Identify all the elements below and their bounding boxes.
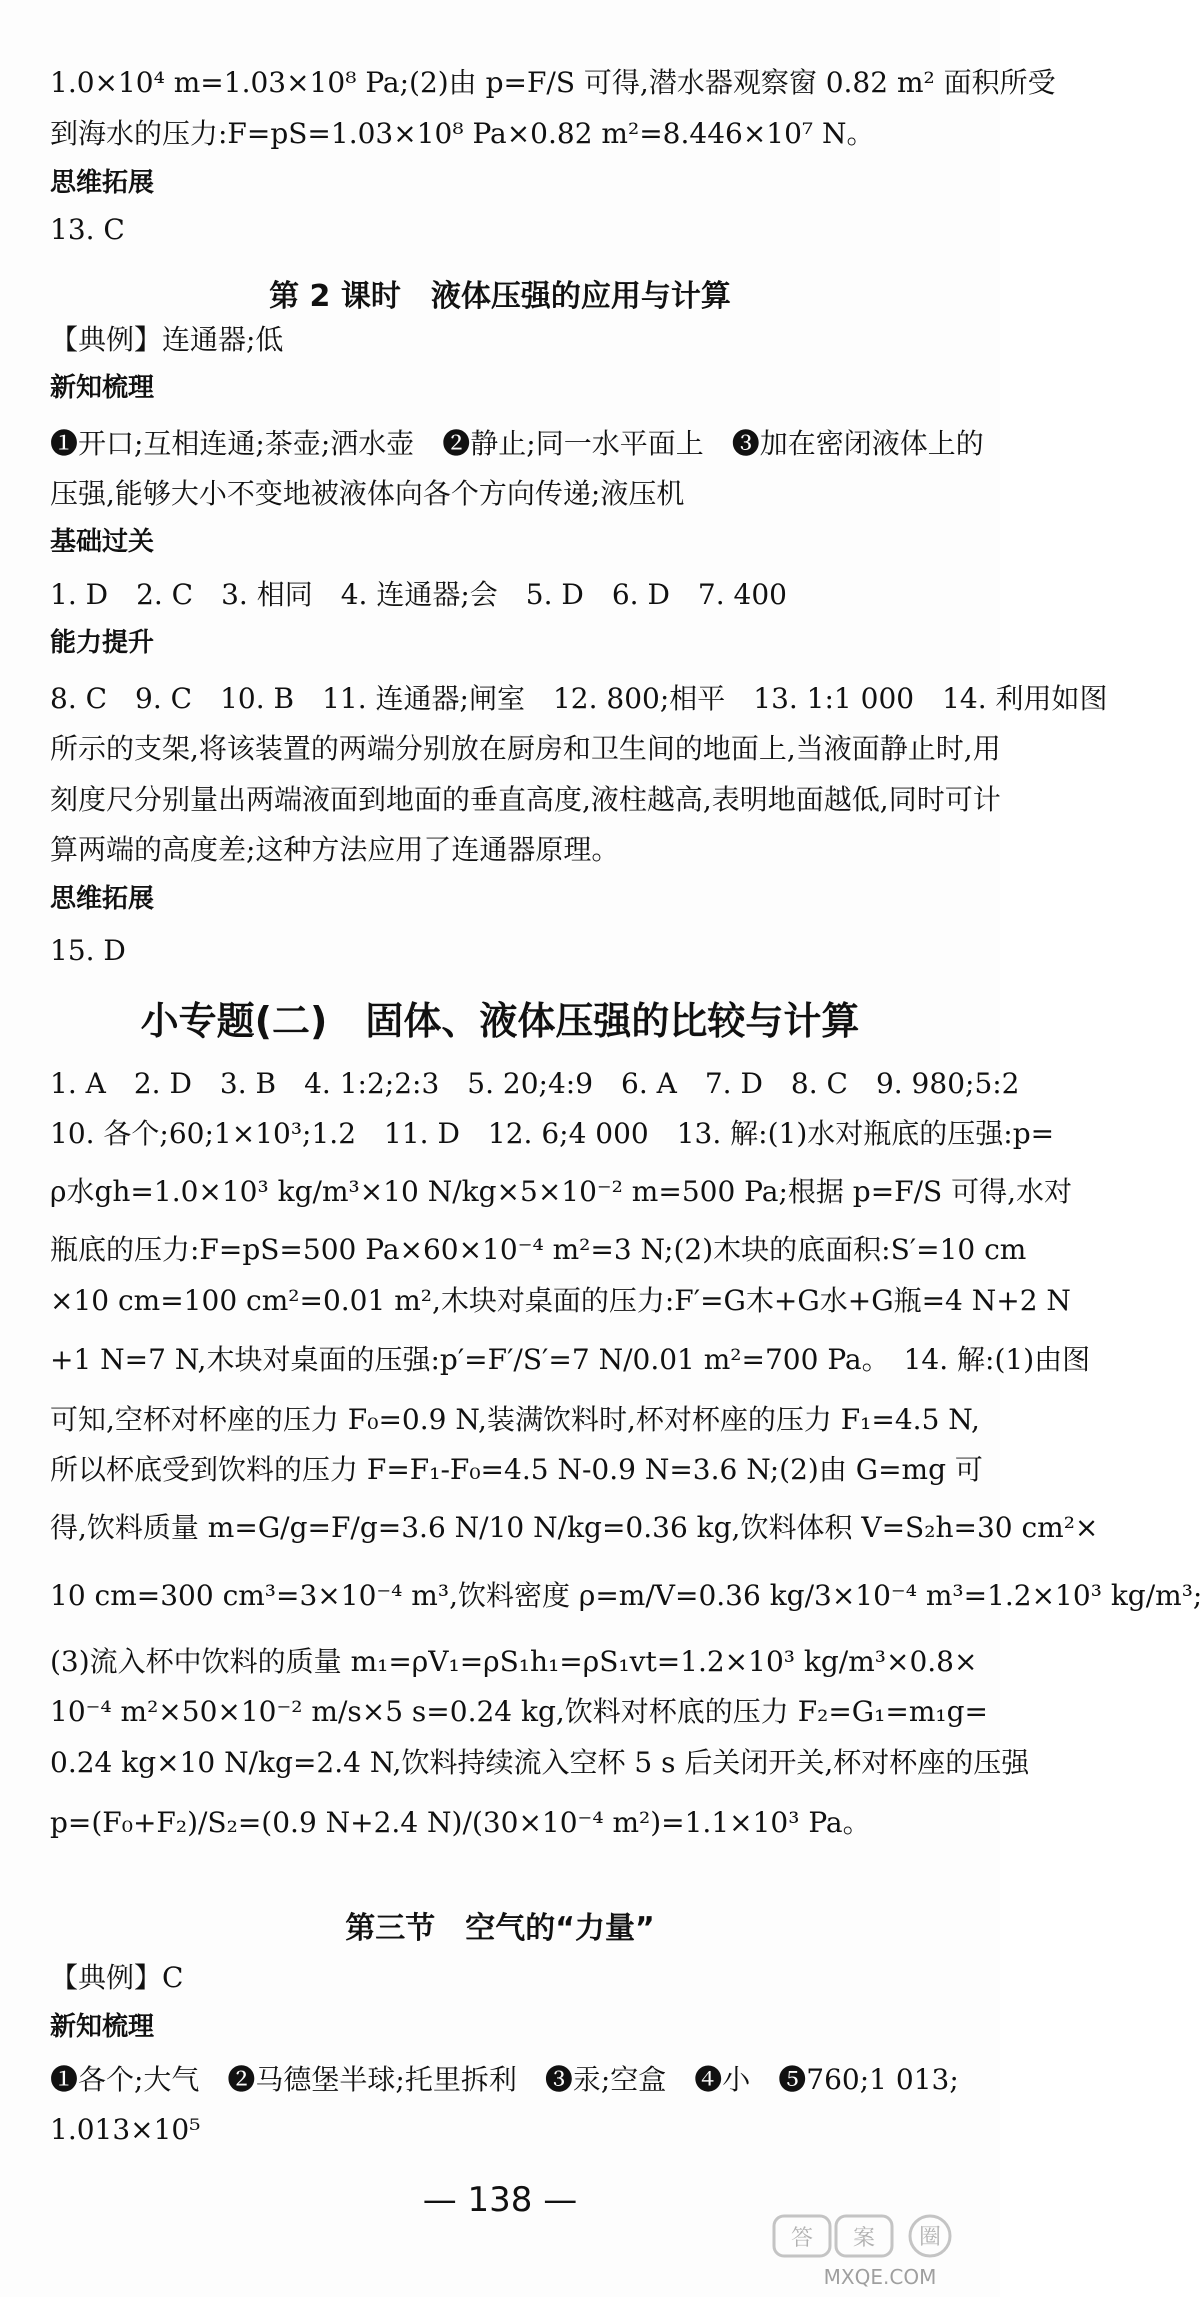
answer-line: ❶开口;互相连通;茶壶;洒水壶 ❷静止;同一水平面上 ❸加在密闭液体上的 — [50, 427, 984, 460]
answer-line: 所以杯底受到饮料的压力 F=F₁-F₀=4.5 N-0.9 N=3.6 N;(2)由 G=mg 可 — [50, 1453, 983, 1486]
answer-line: 0.24 kg×10 N/kg=2.4 N,饮料持续流入空杯 5 s 后关闭开关,杯对杯座的压强 — [50, 1746, 1030, 1779]
section-heading-jichu: 基础过关 — [50, 527, 155, 557]
answer-line: 1. D 2. C 3. 相同 4. 连通器;会 5. D 6. D 7. 400 — [50, 578, 787, 611]
watermark-logo — [770, 2212, 990, 2290]
answer-line: 可知,空杯对杯座的压力 F₀=0.9 N,装满饮料时,杯对杯座的压力 F₁=4.5 N, — [50, 1403, 980, 1436]
answer-line: 得,饮料质量 m=G/g=F/g=3.6 N/10 N/kg=0.36 kg,饮料体积 V=S₂h=30 cm²× — [50, 1511, 1099, 1544]
answer-line: 10⁻⁴ m²×50×10⁻² m/s×5 s=0.24 kg,饮料对杯底的压力 F₂=G₁=m₁g= — [50, 1695, 989, 1728]
answer-line: 压强,能够大小不变地被液体向各个方向传递;液压机 — [50, 477, 685, 510]
answer-line: ❶各个;大气 ❷马德堡半球;托里拆利 ❸汞;空盒 ❹小 ❺760;1 013; — [50, 2063, 959, 2096]
answer-line: (3)流入杯中饮料的质量 m₁=ρV₁=ρS₁h₁=ρS₁vt=1.2×10³ kg/m³×0.8× — [50, 1645, 978, 1678]
answer-line: 所示的支架,将该装置的两端分别放在厨房和卫生间的地面上,当液面静止时,用 — [50, 732, 1001, 765]
svg-text:MXQE.COM: MXQE.COM — [823, 2265, 937, 2289]
answer-line: 瓶底的压力:F=pS=500 Pa×60×10⁻⁴ m²=3 N;(2)木块的底面积:S′=10 cm — [50, 1233, 1027, 1266]
example-answer: 【典例】C — [50, 1961, 184, 1994]
answer-line: 算两端的高度差;这种方法应用了连通器原理。 — [50, 833, 620, 866]
example-answer: 【典例】连通器;低 — [50, 323, 284, 356]
lesson-title: 第 2 课时 液体压强的应用与计算 — [269, 279, 731, 314]
answer-line: 13. C — [50, 213, 125, 246]
answer-line: ×10 cm=100 cm²=0.01 m²,木块对桌面的压力:F′=G木+G水+G瓶=4 N+2 N — [50, 1284, 1071, 1317]
answer-line: 1.0×10⁴ m=1.03×10⁸ Pa;(2)由 p=F/S 可得,潜水器观察窗 0.82 m² 面积所受 — [50, 66, 1056, 99]
svg-text:答: 答 — [790, 2226, 814, 2251]
section-heading-siwei: 思维拓展 — [50, 168, 155, 198]
answer-line: 8. C 9. C 10. B 11. 连通器;闸室 12. 800;相平 13. 1:1 000 14. 利用如图 — [50, 682, 1108, 715]
answer-line: 10. 各个;60;1×10³;1.2 11. D 12. 6;4 000 13. 解:(1)水对瓶底的压强:p= — [50, 1117, 1055, 1150]
section-heading-siwei: 思维拓展 — [50, 884, 155, 914]
answer-line: 1.013×10⁵ — [50, 2113, 201, 2146]
section-heading-nengli: 能力提升 — [50, 628, 155, 658]
answer-line: 15. D — [50, 934, 126, 967]
svg-text:案: 案 — [852, 2226, 876, 2251]
answer-line: 到海水的压力:F=pS=1.03×10⁸ Pa×0.82 m²=8.446×10⁷ N。 — [50, 117, 875, 150]
answer-line: 刻度尺分别量出两端液面到地面的垂直高度,液柱越高,表明地面越低,同时可计 — [50, 783, 1001, 816]
answer-line: +1 N=7 N,木块对桌面的压强:p′=F′/S′=7 N/0.01 m²=700 Pa。 14. 解:(1)由图 — [50, 1343, 1091, 1376]
answer-line: ρ水gh=1.0×10³ kg/m³×10 N/kg×5×10⁻² m=500 Pa;根据 p=F/S 可得,水对 — [50, 1175, 1073, 1208]
topic-title: 小专题(二) 固体、液体压强的比较与计算 — [140, 999, 860, 1043]
section-heading-xinzhi: 新知梳理 — [50, 373, 155, 403]
answer-line: 1. A 2. D 3. B 4. 1:2;2:3 5. 20;4:9 6. A 7. D 8. C 9. 980;5:2 — [50, 1067, 1020, 1100]
svg-text:圈: 圈 — [918, 2225, 942, 2250]
section-heading-xinzhi: 新知梳理 — [50, 2012, 155, 2042]
answer-line: p=(F₀+F₂)/S₂=(0.9 N+2.4 N)/(30×10⁻⁴ m²)=1.1×10³ Pa。 — [50, 1806, 871, 1839]
page-number: — 138 — — [422, 2180, 578, 2220]
answer-line: 10 cm=300 cm³=3×10⁻⁴ m³,饮料密度 ρ=m/V=0.36 kg/3×10⁻⁴ m³=1.2×10³ kg/m³; — [50, 1579, 1202, 1612]
section-title: 第三节 空气的“力量” — [345, 1911, 655, 1946]
